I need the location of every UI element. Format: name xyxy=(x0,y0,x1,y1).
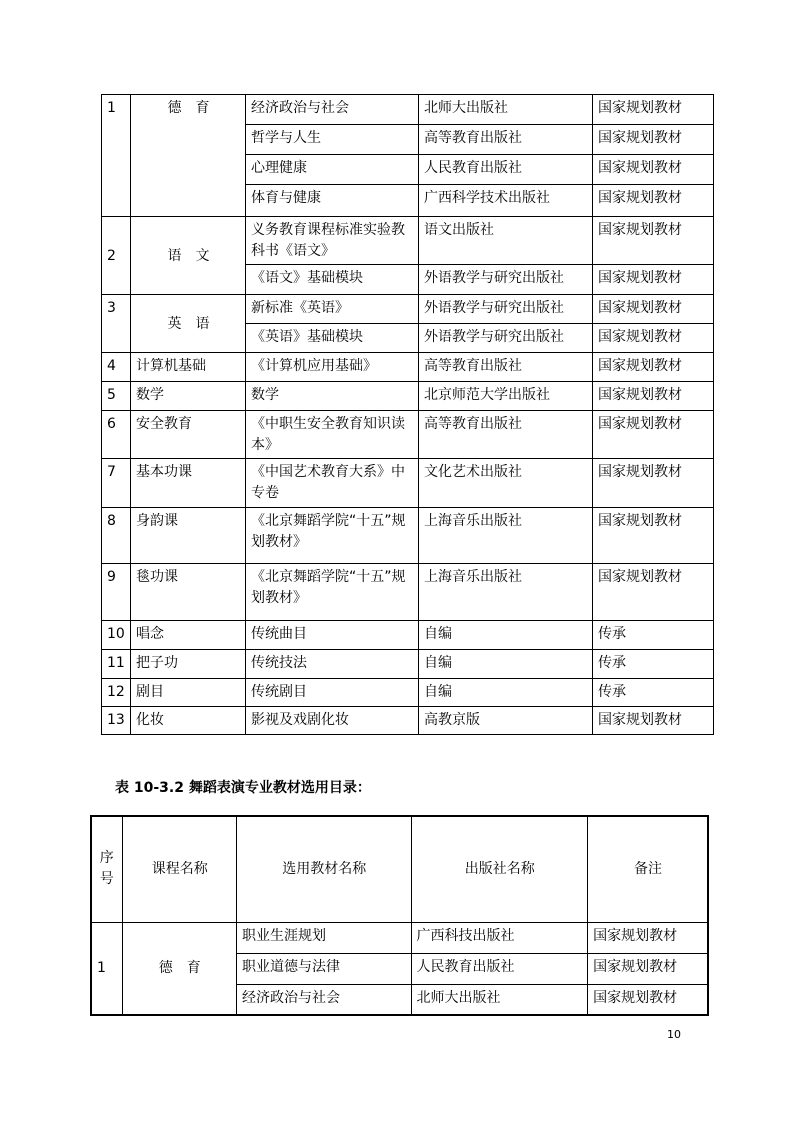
publisher-name: 北师大出版社 xyxy=(411,984,588,1015)
textbook-name: 传统技法 xyxy=(246,650,419,679)
publisher-name: 语文出版社 xyxy=(419,217,593,265)
publisher-name: 高等教育出版社 xyxy=(419,411,593,459)
table-row xyxy=(102,508,714,564)
note: 国家规划教材 xyxy=(593,95,714,125)
publisher-name: 自编 xyxy=(419,650,593,679)
row-number: 13 xyxy=(102,707,131,735)
row-number: 1 xyxy=(102,95,131,217)
textbook-name: 传统剧目 xyxy=(246,679,419,707)
table-row xyxy=(102,621,714,650)
table-row xyxy=(91,922,708,953)
textbook-name: 《北京舞蹈学院“十五”规划教材》 xyxy=(246,564,419,621)
course-name: 德 育 xyxy=(122,922,236,1015)
publisher-name: 人民教育出版社 xyxy=(419,155,593,185)
publisher-name: 外语教学与研究出版社 xyxy=(419,295,593,324)
course-name: 把子功 xyxy=(131,650,246,679)
table-row xyxy=(102,382,714,411)
table-row xyxy=(102,650,714,679)
table-header-row xyxy=(91,816,708,922)
row-number: 11 xyxy=(102,650,131,679)
table-row xyxy=(102,353,714,382)
note: 国家规划教材 xyxy=(593,125,714,155)
note: 国家规划教材 xyxy=(593,265,714,295)
note: 国家规划教材 xyxy=(593,459,714,508)
course-name: 唱念 xyxy=(131,621,246,650)
note: 国家规划教材 xyxy=(588,922,708,953)
textbook-table-2 xyxy=(90,815,709,1016)
header-course: 课程名称 xyxy=(122,816,236,922)
row-number: 10 xyxy=(102,621,131,650)
row-number: 4 xyxy=(102,353,131,382)
table-row xyxy=(102,95,714,125)
header-no: 序号 xyxy=(91,816,122,922)
table-row xyxy=(102,459,714,508)
table-row xyxy=(102,707,714,735)
course-name: 德 育 xyxy=(131,95,246,217)
publisher-name: 自编 xyxy=(419,679,593,707)
textbook-name: 经济政治与社会 xyxy=(236,984,411,1015)
publisher-name: 高等教育出版社 xyxy=(419,125,593,155)
row-number: 6 xyxy=(102,411,131,459)
course-name: 基本功课 xyxy=(131,459,246,508)
textbook-table-1 xyxy=(101,94,714,735)
textbook-name: 体育与健康 xyxy=(246,185,419,217)
table-row xyxy=(102,679,714,707)
course-name: 身韵课 xyxy=(131,508,246,564)
textbook-name: 《语文》基础模块 xyxy=(246,265,419,295)
course-name: 化妆 xyxy=(131,707,246,735)
note: 国家规划教材 xyxy=(593,324,714,353)
note: 国家规划教材 xyxy=(593,295,714,324)
publisher-name: 人民教育出版社 xyxy=(411,953,588,984)
course-name: 计算机基础 xyxy=(131,353,246,382)
course-name: 英 语 xyxy=(131,295,246,353)
publisher-name: 广西科学技术出版社 xyxy=(419,185,593,217)
note: 国家规划教材 xyxy=(593,508,714,564)
note: 国家规划教材 xyxy=(593,382,714,411)
course-name: 安全教育 xyxy=(131,411,246,459)
table-row xyxy=(102,411,714,459)
publisher-name: 北京师范大学出版社 xyxy=(419,382,593,411)
note: 国家规划教材 xyxy=(588,953,708,984)
page-number: 10 xyxy=(667,1028,681,1041)
publisher-name: 高教京版 xyxy=(419,707,593,735)
course-name: 毯功课 xyxy=(131,564,246,621)
textbook-name: 《北京舞蹈学院“十五”规划教材》 xyxy=(246,508,419,564)
note: 国家规划教材 xyxy=(593,353,714,382)
header-note: 备注 xyxy=(588,816,708,922)
textbook-name: 新标准《英语》 xyxy=(246,295,419,324)
publisher-name: 北师大出版社 xyxy=(419,95,593,125)
course-name: 语 文 xyxy=(131,217,246,295)
textbook-name: 传统曲目 xyxy=(246,621,419,650)
textbook-name: 《计算机应用基础》 xyxy=(246,353,419,382)
note: 国家规划教材 xyxy=(593,564,714,621)
textbook-name: 《中职生安全教育知识读本》 xyxy=(246,411,419,459)
textbook-name: 《英语》基础模块 xyxy=(246,324,419,353)
textbook-name: 职业道德与法律 xyxy=(236,953,411,984)
textbook-name: 义务教育课程标准实验教科书《语文》 xyxy=(246,217,419,265)
note: 国家规划教材 xyxy=(593,411,714,459)
textbook-name: 数学 xyxy=(246,382,419,411)
publisher-name: 外语教学与研究出版社 xyxy=(419,324,593,353)
publisher-name: 外语教学与研究出版社 xyxy=(419,265,593,295)
textbook-name: 经济政治与社会 xyxy=(246,95,419,125)
publisher-name: 上海音乐出版社 xyxy=(419,508,593,564)
row-number: 7 xyxy=(102,459,131,508)
header-publisher: 出版社名称 xyxy=(411,816,588,922)
header-textbook: 选用教材名称 xyxy=(236,816,411,922)
row-number: 8 xyxy=(102,508,131,564)
row-number: 5 xyxy=(102,382,131,411)
row-number: 1 xyxy=(91,922,122,1015)
note: 国家规划教材 xyxy=(593,155,714,185)
table-row xyxy=(102,217,714,265)
textbook-name: 职业生涯规划 xyxy=(236,922,411,953)
textbook-name: 哲学与人生 xyxy=(246,125,419,155)
note: 国家规划教材 xyxy=(593,707,714,735)
row-number: 2 xyxy=(102,217,131,295)
note: 国家规划教材 xyxy=(588,984,708,1015)
publisher-name: 自编 xyxy=(419,621,593,650)
publisher-name: 上海音乐出版社 xyxy=(419,564,593,621)
textbook-name: 《中国艺术教育大系》中专卷 xyxy=(246,459,419,508)
publisher-name: 文化艺术出版社 xyxy=(419,459,593,508)
note: 传承 xyxy=(593,621,714,650)
note: 传承 xyxy=(593,679,714,707)
note: 传承 xyxy=(593,650,714,679)
textbook-name: 影视及戏剧化妆 xyxy=(246,707,419,735)
publisher-name: 广西科技出版社 xyxy=(411,922,588,953)
note: 国家规划教材 xyxy=(593,185,714,217)
row-number: 12 xyxy=(102,679,131,707)
table-row xyxy=(102,564,714,621)
publisher-name: 高等教育出版社 xyxy=(419,353,593,382)
row-number: 3 xyxy=(102,295,131,353)
note: 国家规划教材 xyxy=(593,217,714,265)
row-number: 9 xyxy=(102,564,131,621)
course-name: 数学 xyxy=(131,382,246,411)
course-name: 剧目 xyxy=(131,679,246,707)
table-row xyxy=(102,295,714,324)
table-caption: 表 10-3.2 舞蹈表演专业教材选用目录： xyxy=(115,780,371,796)
textbook-name: 心理健康 xyxy=(246,155,419,185)
